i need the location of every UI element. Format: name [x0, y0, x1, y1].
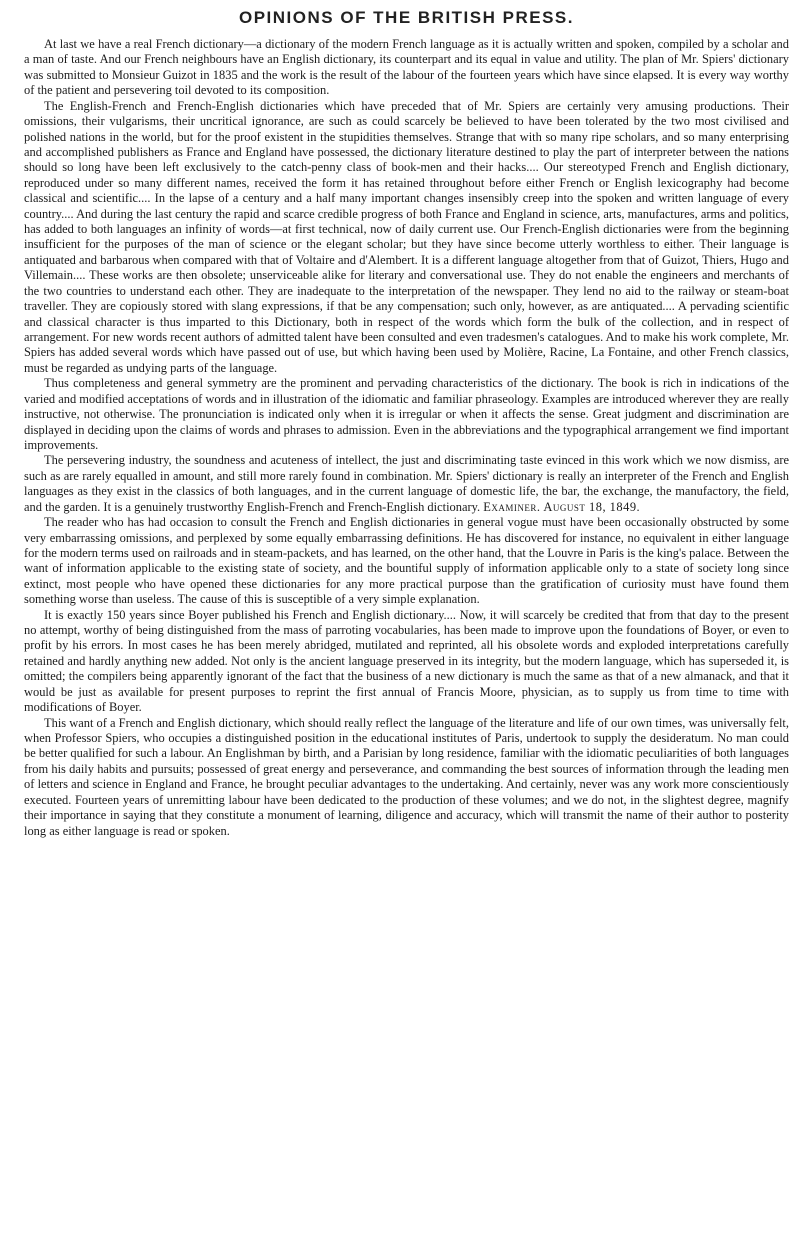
paragraph-industry-text: The persevering industry, the soundness and acuteness of intellect, the just and discriminating taste evinced in this work which we now dismiss, are such as are rarely equalled in amount, and still more rarely found in combination. Mr. Spiers' dictionary is really an interpreter of the French and English languages as they exist in the classics of both languages, and in the current language of domestic life, the bar, the exchange, the manufactory, the field, and the garden. It is a genuinely trustworthy English-French and French-English dictionary.	[24, 453, 789, 514]
paragraph-completeness: Thus completeness and general symmetry are the prominent and pervading characteristics of the dictionary. The book is rich in indications of the varied and modified acceptations of words and in illustration of the idiomatic and familiar phraseology. Examples are introduced wherever they are really instructive, not otherwise. The pronunciation is indicated only when it is irregular or when it affects the sense. Great judgment and discrimination are displayed in deciding upon the claims of words and phrases to admission. Even in the abbreviations and the typographical arrangement we find important improvements.	[24, 376, 789, 452]
page-heading: OPINIONS OF THE BRITISH PRESS.	[239, 8, 574, 27]
paragraph-boyer: It is exactly 150 years since Boyer published his French and English dictionary.... Now, it will scarcely be credited that from that day to the present no attempt, worthy of being distinguished from the mass of parroting vocabularies, has been made to improve upon the foundations of Boyer, or even to profit by his errors. In most cases he has been merely abridged, mutilated and reprinted, all his obsolete words and exploded interpretations carefully retained and hardly anything new added. Not only is the ancient language preserved in its integrity, but the modern language, which has superseded it, is omitted; the compilers being apparently ignorant of the fact that the business of a new dictionary is much the same as that of a new almanack, and that it would be just as available for present purposes to reprint the first annual of Francis Moore, physician, as to supply us from time to time with modifications of Boyer.	[24, 607, 789, 715]
paragraph-industry	[24, 453, 789, 515]
paragraph-reader: The reader who has had occasion to consult the French and English dictionaries in general vogue must have been occasionally obstructed by some very embarrassing omissions, and perplexed by some equally embarrassing definitions. He has discovered for instance, no equivalent in either language for the modern terms used on railroads and in steam-packets, and has learned, on the other hand, that the Louvre in Paris is the king's palace. Between the want of information applicable to the existing state of society, and the bountiful supply of information applicable only to a state of society long since extinct, most people who have opened these dictionaries for any more practical purpose than the gratification of curiosity must have found them something worse than useless. The cause of this is susceptible of a very simple explanation.	[24, 515, 789, 607]
paragraph-spiers: This want of a French and English dictionary, which should really reflect the language of the literature and life of our own times, was universally felt, when Professor Spiers, who occupies a distinguished position in the educational institutes of Paris, undertook to supply the desideratum. No man could be better qualified for such a labour. An Englishman by birth, and a Parisian by long residence, familiar with the idiomatic peculiarities of both languages from his daily habits and pursuits; possessed of great energy and perseverance, and commanding the best sources of information through the leading men of letters and science in England and France, he brought peculiar advantages to the undertaking. And certainly, never was any work more conscientiously executed. Fourteen years of unremitting labour have been dedicated to the production of these volumes; and we do not, in the slightest degree, magnify their importance in saying that they constitute a monument of learning, diligence and accuracy, which will transmit the name of their author to posterity long as either language is read or spoken.	[24, 715, 789, 838]
paragraph-history: The English-French and French-English dictionaries which have preceded that of Mr. Spiers are certainly very amusing productions. Their omissions, their vulgarisms, their uncritical ignorance, are such as could scarcely be believed to have been tolerated by the two most civilised and polished nations in the world, but for the proof existent in the stupidities themselves. Strange that with so many ripe scholars, and so many enterprising and accomplished publishers as France and England have possessed, the dictionary literature destined to play the part of interpreter between the nations should so long have been left exclusively to the catch-penny class of book-men and their hacks.... Our stereotyped French and English dictionary, reproduced under so many different names, received the form it has retained throughout before either French or English lexicography had become classical and scientific.... In the lapse of a century and a half many important changes insensibly creep into the spoken and written language of every country.... And during the last century the rapid and scarce credible progress of both France and England in science, arts, manufactures, arms and politics, has added to both languages an infinity of words—at first technical, now of daily current use. Our French-English dictionaries were from the beginning insufficient for the purposes of the man of science or the elegant scholar; but they have since become utterly worthless to either. Their language is antiquated and barbarous when compared with that of Voltaire and d'Alembert. It is a different language altogether from that of Guizot, Thiers, Hugo and Villemain.... These works are then obsolete; unserviceable alike for literary and conversational use. They do not enable the engineers and merchants of the two countries to understand each other. They are inadequate to the interpretation of the newspaper. They lend no aid to the railway or steam-boat traveller. They are copiously stored with slang expressions, if that be any compensation; such only, however, as are antiquated.... A pervading scientific and classical character is thus imparted to this Dictionary, both in respect of the words which form the bulk of the collection, and in respect of arrangement. For new words recent authors of admitted talent have been consulted and even tradesmen's catalogues. And to make his work complete, Mr. Spiers has added several words which have passed out of use, but which having been used by Molière, Racine, La Fontaine, and other French classics, must be regarded as undying parts of the language.	[24, 98, 789, 375]
examiner-signature: Examiner. August 18, 1849.	[483, 499, 641, 514]
paragraph-intro: At last we have a real French dictionary—a dictionary of the modern French language as it is actually written and spoken, compiled by a scholar and a man of taste. And our French neighbours have an English dictionary, its counterpart and its equal in value and utility. The plan of Mr. Spiers' dictionary was submitted to Monsieur Guizot in 1835 and the work is the result of the labour of the fourteen years which have since elapsed. It is every way worthy of the patient and persevering toil devoted to its composition.	[24, 37, 789, 98]
press-opinions-text	[24, 37, 789, 839]
